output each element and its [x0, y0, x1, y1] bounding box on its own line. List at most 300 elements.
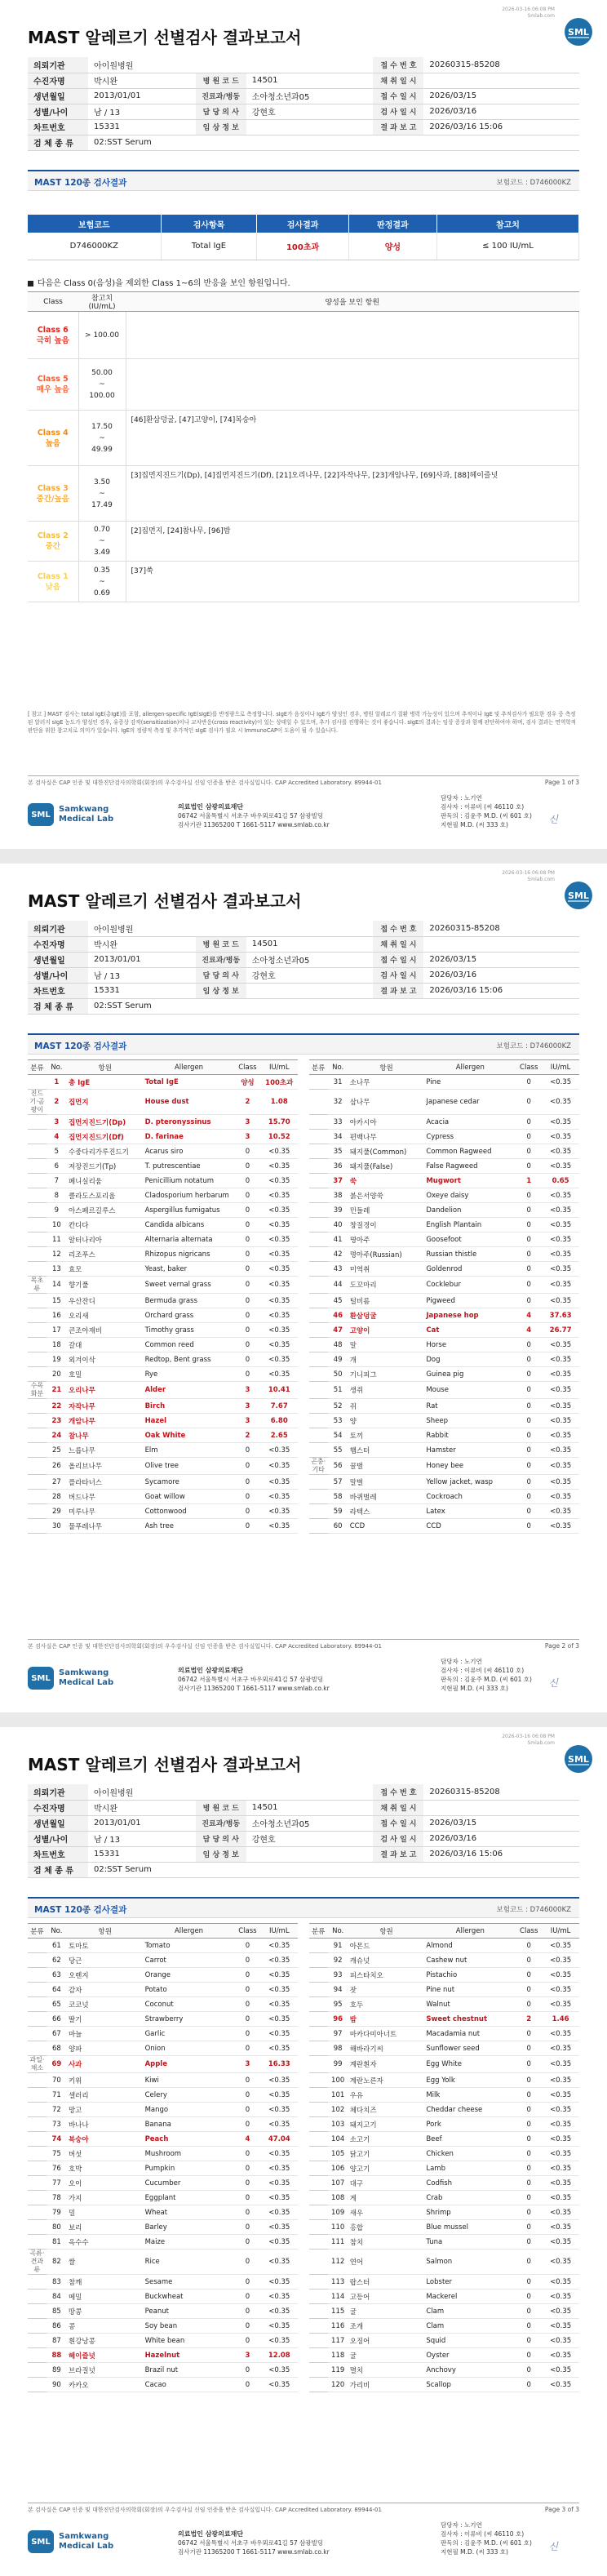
allergen-cls: 0: [234, 1188, 260, 1203]
allergen-cls: 0: [516, 1075, 542, 1090]
allergen-ko: 미역취: [348, 1262, 425, 1277]
allergen-cls: 0: [516, 1953, 542, 1968]
allergen-header: IU/mL: [542, 1924, 579, 1939]
allergen-no: 5: [47, 1144, 67, 1159]
allergen-cls: 4: [516, 1308, 542, 1323]
allergen-cls: 0: [234, 2161, 260, 2176]
patient-label: 진료과/병동: [196, 88, 246, 104]
class-label: Class 4 높음: [28, 411, 78, 466]
allergen-no: 96: [328, 2012, 348, 2027]
allergen-cls: 0: [516, 2348, 542, 2363]
allergen-iu: <0.35: [542, 2191, 579, 2205]
allergen-en: Almond: [424, 1939, 516, 1953]
allergen-header: 분류: [309, 1924, 328, 1939]
table-row: [28, 1443, 579, 1458]
patient-label: 결 과 보 고: [373, 119, 423, 135]
allergen-cls: 0: [516, 1352, 542, 1367]
allergen-iu: <0.35: [260, 2334, 298, 2348]
allergen-ko: 피스타치오: [348, 1968, 425, 1983]
table-row: [28, 2132, 579, 2147]
allergen-no: 120: [328, 2378, 348, 2392]
allergen-cls: 0: [234, 2176, 260, 2191]
allergen-ko: 잣: [348, 1983, 425, 1997]
allergen-en: Birch: [144, 1399, 235, 1414]
patient-chart: 15331: [88, 119, 196, 135]
allergen-ko: 쥐: [348, 1399, 425, 1414]
allergen-cls: 0: [234, 2275, 260, 2290]
allergen-no: 38: [328, 1188, 348, 1203]
allergen-no: 55: [328, 1443, 348, 1458]
patient-info-table: [28, 1784, 579, 1878]
allergen-iu: <0.35: [260, 1188, 298, 1203]
allergen-ko: 개암나무: [67, 1414, 144, 1428]
allergen-ko: 조개: [348, 2319, 425, 2334]
allergen-en: Alternaria alternata: [144, 1232, 235, 1247]
allergen-cls: 0: [516, 1997, 542, 2012]
summary-test-item: Total IgE: [161, 233, 257, 260]
allergen-en: Pine nut: [424, 1983, 516, 1997]
allergen-ko: 연어: [348, 2250, 425, 2275]
allergen-no: 52: [328, 1399, 348, 1414]
allergen-iu: <0.35: [260, 1308, 298, 1323]
allergen-ko: 칸디다: [67, 1218, 144, 1232]
class-range: 0.70 ~ 3.49: [78, 522, 126, 562]
allergen-ko: 돼지풀(False): [348, 1159, 425, 1174]
allergen-cat: [309, 1939, 328, 1953]
allergen-iu: <0.35: [260, 1968, 298, 1983]
allergen-cat: [309, 2334, 328, 2348]
allergen-no: 106: [328, 2161, 348, 2176]
class-label: Class 5 매우 높음: [28, 359, 78, 411]
allergen-en: Eggplant: [144, 2191, 235, 2205]
allergen-en: D. farinae: [144, 1130, 235, 1144]
allergen-iu: <0.35: [542, 2088, 579, 2103]
allergen-ko: 참깨: [67, 2275, 144, 2290]
allergen-iu: <0.35: [260, 1232, 298, 1247]
allergen-ko: 호두: [348, 1997, 425, 2012]
allergen-header: IU/mL: [260, 1060, 298, 1075]
allergen-no: 50: [328, 1367, 348, 1382]
allergen-ko: 카카오: [67, 2378, 144, 2392]
allergen-en: Mushroom: [144, 2147, 235, 2161]
allergen-cat: [28, 1159, 47, 1174]
allergen-no: 42: [328, 1247, 348, 1262]
allergen-iu: <0.35: [542, 2235, 579, 2250]
allergen-no: 32: [328, 1090, 348, 1115]
allergen-ko: 아카시아: [348, 1115, 425, 1130]
class-allergens: [126, 312, 579, 359]
patient-dob: 2013/01/01: [88, 952, 196, 967]
allergen-cat: [28, 1367, 47, 1382]
allergen-iu: <0.35: [260, 2191, 298, 2205]
allergen-no: 23: [47, 1414, 67, 1428]
allergen-en: Sunflower seed: [424, 2041, 516, 2056]
allergen-cls: 0: [516, 1262, 542, 1277]
allergen-iu: 15.70: [260, 1115, 298, 1130]
allergen-no: 89: [47, 2363, 67, 2378]
allergen-en: Wheat: [144, 2205, 235, 2220]
allergen-cls: 0: [234, 2027, 260, 2041]
allergen-header: IU/mL: [260, 1924, 298, 1939]
sml-logo: SML: [565, 882, 592, 909]
allergen-no: 72: [47, 2103, 67, 2117]
signature-stamp: 신: [548, 2541, 558, 2552]
allergen-en: Dog: [424, 1352, 516, 1367]
allergen-cat: [309, 2378, 328, 2392]
allergen-cls: 4: [516, 1323, 542, 1338]
allergen-ko: 플라타너스: [67, 1475, 144, 1490]
table-row: [28, 2012, 579, 2027]
allergen-cat: 목초류: [28, 1277, 47, 1294]
allergen-cat: [309, 2191, 328, 2205]
disclaimer: [ 참고 ] MAST 검사는 total IgE(총IgE)를 포함, allergen-specific IgE(sIgE)를 반정량으로 측정합니다. sIgE가 음성이나 IgE가 양성인 경우, 병원 알레르기 질환 병력 가능성이 있으며 추적이나 IgE 및 추적검사가 필요한 경우 중 측정된 알러지 sIgE 농도가 양성인 경우, 유증상 감작(sensitization)이나 교차반응(cross reactivity)이 있는 상태일 수 있으며, 추가 검사를 진행하는 것이 좋습니다. sIgE의 결과는 임상 증상과 함께 판단하여야 하며, 검사 결과는 면역학적 판단을 위한 참고치로 의미가 있습니다. IgE의 정량적 측정 및 추가적인 sIgE 검사가 필요 시 ImmunoCAP이 도움이 될 수 있습니다.: [28, 711, 577, 734]
table-row: [28, 1075, 579, 1090]
allergen-cls: 0: [234, 2220, 260, 2235]
patient-label: 결 과 보 고: [373, 983, 423, 998]
class-range: 50.00 ~ 100.00: [78, 359, 126, 411]
allergen-no: 68: [47, 2041, 67, 2056]
allergen-en: Rice: [144, 2250, 235, 2275]
allergen-en: Carrot: [144, 1953, 235, 1968]
allergen-header: [298, 1924, 309, 1939]
table-row: [28, 1428, 579, 1443]
allergen-no: 114: [328, 2290, 348, 2304]
patient-sexage: 남 / 13: [88, 967, 196, 983]
allergen-cls: 0: [516, 1159, 542, 1174]
allergen-no: 113: [328, 2275, 348, 2290]
allergen-cls: 0: [234, 2250, 260, 2275]
allergen-ko: 랍스터: [348, 2275, 425, 2290]
allergen-table: [28, 1923, 579, 2392]
allergen-iu: <0.35: [542, 2290, 579, 2304]
allergen-en: Mugwort: [424, 1174, 516, 1188]
table-row: [28, 1090, 579, 1115]
allergen-iu: <0.35: [542, 1159, 579, 1174]
patient-label: 차트번호: [28, 983, 88, 998]
allergen-no: 91: [328, 1939, 348, 1953]
allergen-no: 70: [47, 2073, 67, 2088]
allergen-no: 27: [47, 1475, 67, 1490]
allergen-ko: 총 IgE: [67, 1075, 144, 1090]
allergen-iu: <0.35: [260, 2235, 298, 2250]
allergen-cls: 0: [516, 1519, 542, 1534]
page-number: Page 1 of 3: [544, 779, 579, 786]
allergen-en: Clam: [424, 2319, 516, 2334]
allergen-cat: [28, 1130, 47, 1144]
allergen-en: Soy bean: [144, 2319, 235, 2334]
allergen-en: Sesame: [144, 2275, 235, 2290]
allergen-iu: <0.35: [542, 2132, 579, 2147]
allergen-en: Elm: [144, 1443, 235, 1458]
allergen-cls: 0: [234, 1519, 260, 1534]
allergen-en: Goosefoot: [424, 1232, 516, 1247]
allergen-no: 29: [47, 1504, 67, 1519]
allergen-ko: 도꼬마리: [348, 1277, 425, 1294]
allergen-cat: [28, 2334, 47, 2348]
table-row: [28, 2073, 579, 2088]
allergen-iu: <0.35: [542, 2348, 579, 2363]
allergen-no: 39: [328, 1203, 348, 1218]
bullet-square-icon: [28, 281, 33, 286]
allergen-en: Orange: [144, 1968, 235, 1983]
allergen-en: Beef: [424, 2132, 516, 2147]
patient-receipt: 20260315-85208: [423, 1784, 579, 1800]
allergen-iu: <0.35: [260, 1983, 298, 1997]
allergen-cls: 0: [234, 2147, 260, 2161]
lab-info: 의료법인 삼광의료재단 06742 서울특별시 서초구 바우뫼로41길 57 삼광빌딩 검사기관 11365200 T 1661-5117 www.smlab.co.kr: [178, 1667, 330, 1692]
patient-specimen: 02:SST Serum: [88, 1862, 579, 1877]
allergen-cls: 0: [234, 2363, 260, 2378]
allergen-no: 84: [47, 2290, 67, 2304]
allergen-no: 53: [328, 1414, 348, 1428]
allergen-cls: 0: [516, 2290, 542, 2304]
allergen-iu: <0.35: [260, 2012, 298, 2027]
allergen-cat: [309, 2132, 328, 2147]
allergen-no: 107: [328, 2176, 348, 2191]
table-row: [28, 1144, 579, 1159]
allergen-cls: 0: [234, 1997, 260, 2012]
table-row: [28, 1203, 579, 1218]
allergen-no: 64: [47, 1983, 67, 1997]
allergen-no: 77: [47, 2176, 67, 2191]
allergen-iu: <0.35: [542, 2117, 579, 2132]
allergen-cat: [28, 1262, 47, 1277]
allergen-no: 119: [328, 2363, 348, 2378]
allergen-no: 31: [328, 1075, 348, 1090]
allergen-en: Total IgE: [144, 1075, 235, 1090]
allergen-cat: [28, 2304, 47, 2319]
allergen-iu: <0.35: [542, 1262, 579, 1277]
allergen-cls: 0: [234, 1203, 260, 1218]
allergen-cls: 0: [234, 1232, 260, 1247]
patient-label: 접 수 번 호: [373, 57, 423, 73]
allergen-ko: 우산잔디: [67, 1294, 144, 1308]
allergen-cat: [28, 1075, 47, 1090]
allergen-ko: 키위: [67, 2073, 144, 2088]
allergen-cls: 0: [234, 1352, 260, 1367]
allergen-en: Maize: [144, 2235, 235, 2250]
allergen-iu: <0.35: [260, 1218, 298, 1232]
allergen-no: 21: [47, 1382, 67, 1399]
allergen-cls: 0: [234, 1367, 260, 1382]
brand-logo: SML Samkwang Medical Lab: [28, 2530, 113, 2553]
allergen-en: Apple: [144, 2056, 235, 2073]
allergen-no: 110: [328, 2220, 348, 2235]
allergen-cls: 0: [234, 1218, 260, 1232]
allergen-iu: <0.35: [542, 1130, 579, 1144]
allergen-cls: 0: [516, 2027, 542, 2041]
allergen-cat: [28, 1232, 47, 1247]
allergen-no: 17: [47, 1323, 67, 1338]
allergen-cat: [309, 1308, 328, 1323]
allergen-no: 24: [47, 1428, 67, 1443]
allergen-no: 69: [47, 2056, 67, 2073]
allergen-iu: 16.33: [260, 2056, 298, 2073]
allergen-ko: 붉은서양쑥: [348, 1188, 425, 1203]
allergen-ko: 돼지풀(Common): [348, 1144, 425, 1159]
patient-label: 임 상 정 보: [196, 119, 246, 135]
allergen-iu: <0.35: [260, 1294, 298, 1308]
table-row: [28, 2220, 579, 2235]
allergen-en: Kiwi: [144, 2073, 235, 2088]
allergen-ko: CCD: [348, 1519, 425, 1534]
allergen-cls: 0: [234, 1294, 260, 1308]
allergen-cls: 0: [234, 1174, 260, 1188]
allergen-en: Cocklebur: [424, 1277, 516, 1294]
allergen-en: Pumpkin: [144, 2161, 235, 2176]
patient-dob: 2013/01/01: [88, 1815, 196, 1831]
allergen-cls: 0: [516, 2319, 542, 2334]
allergen-en: Milk: [424, 2088, 516, 2103]
allergen-en: Redtop, Bent grass: [144, 1352, 235, 1367]
allergen-cls: 0: [516, 2275, 542, 2290]
allergen-cat: [28, 1997, 47, 2012]
allergen-en: Rat: [424, 1399, 516, 1414]
footer-accreditation: 본 검사실은 CAP 인증 및 대한진단검사의학회(회장)의 우수검사실 신임 인증을 받은 검사실입니다. CAP Accredited Laboratory. 89944-01 Page 1 of 3: [28, 775, 579, 787]
patient-label: 수진자명: [28, 73, 88, 88]
allergen-no: 94: [328, 1983, 348, 1997]
allergen-no: 3: [47, 1115, 67, 1130]
allergen-no: 65: [47, 1997, 67, 2012]
allergen-iu: <0.35: [542, 2220, 579, 2235]
allergen-header: No.: [328, 1924, 348, 1939]
allergen-cls: 0: [234, 1504, 260, 1519]
patient-doctor: 강현호: [246, 1831, 374, 1846]
patient-test-dt: 2026/03/16: [423, 104, 579, 119]
allergen-iu: <0.35: [542, 1443, 579, 1458]
allergen-ko: 참나무: [67, 1428, 144, 1443]
allergen-cat: [309, 1968, 328, 1983]
allergen-cat: [28, 2012, 47, 2027]
table-row: [28, 1382, 579, 1399]
patient-label: 수진자명: [28, 1800, 88, 1815]
patient-label: 생년월일: [28, 88, 88, 104]
allergen-ko: 사과: [67, 2056, 144, 2073]
allergen-en: Guinea pig: [424, 1367, 516, 1382]
allergen-en: Onion: [144, 2041, 235, 2056]
allergen-cat: [309, 1203, 328, 1218]
report-title: MAST 알레르기 선별검사 결과보고서: [28, 28, 302, 47]
allergen-en: Pine: [424, 1075, 516, 1090]
allergen-cat: [309, 1519, 328, 1534]
allergen-cls: 0: [234, 2103, 260, 2117]
table-row: [28, 1323, 579, 1338]
allergen-cat: [28, 2378, 47, 2392]
allergen-header: Class: [234, 1060, 260, 1075]
allergen-en: Sweet vernal grass: [144, 1277, 235, 1294]
allergen-cls: 0: [234, 1458, 260, 1475]
allergen-cls: 2: [234, 1090, 260, 1115]
allergen-cls: 0: [516, 2235, 542, 2250]
allergen-cls: 0: [516, 1130, 542, 1144]
allergen-cat: [309, 2363, 328, 2378]
patient-label: 검 체 종 류: [28, 135, 88, 150]
summary-table: [28, 215, 579, 260]
allergen-cls: 0: [234, 2319, 260, 2334]
allergen-ko: 메밀: [67, 2290, 144, 2304]
patient-label: 접 수 번 호: [373, 1784, 423, 1800]
allergen-iu: <0.35: [542, 1504, 579, 1519]
allergen-cat: [28, 1399, 47, 1414]
allergen-iu: 26.77: [542, 1323, 579, 1338]
allergen-cls: 0: [234, 2117, 260, 2132]
allergen-iu: <0.35: [260, 1367, 298, 1382]
patient-label: 성별/나이: [28, 104, 88, 119]
table-row: [28, 1997, 579, 2012]
patient-collect-dt: [423, 936, 579, 952]
page-number: Page 2 of 3: [544, 1642, 579, 1650]
allergen-ko: 땅콩: [67, 2304, 144, 2319]
allergen-en: Rabbit: [424, 1428, 516, 1443]
table-row: [28, 1159, 579, 1174]
table-row: [28, 1968, 579, 1983]
allergen-iu: <0.35: [542, 2176, 579, 2191]
table-row: [28, 1504, 579, 1519]
table-row: [28, 1294, 579, 1308]
allergen-no: 100: [328, 2073, 348, 2088]
section-header: [28, 1035, 579, 1055]
allergen-iu: 100초과: [260, 1075, 298, 1090]
table-row: [28, 1519, 579, 1534]
allergen-iu: 10.52: [260, 1130, 298, 1144]
allergen-cls: 0: [516, 1218, 542, 1232]
insurance-code: 보험코드 : D746000KZ: [496, 1042, 571, 1050]
allergen-no: 71: [47, 2088, 67, 2103]
allergen-cls: 4: [234, 2132, 260, 2147]
allergen-cat: [309, 2176, 328, 2191]
patient-receive-dt: 2026/03/15: [423, 952, 579, 967]
allergen-cls: 3: [234, 1399, 260, 1414]
allergen-cat: [28, 2220, 47, 2235]
allergen-ko: 민들레: [348, 1203, 425, 1218]
allergen-en: Horse: [424, 1338, 516, 1352]
report-page-2: [0, 864, 607, 1712]
allergen-no: 14: [47, 1277, 67, 1294]
allergen-ko: 고양이: [348, 1323, 425, 1338]
allergen-iu: <0.35: [542, 2334, 579, 2348]
allergen-header: Class: [234, 1924, 260, 1939]
allergen-en: Mango: [144, 2103, 235, 2117]
allergen-no: 11: [47, 1232, 67, 1247]
allergen-cat: [309, 1490, 328, 1504]
patient-doctor: 강현호: [246, 967, 374, 983]
allergen-cat: [309, 1159, 328, 1174]
allergen-cat: [309, 2147, 328, 2161]
allergen-en: False Ragweed: [424, 1159, 516, 1174]
allergen-cat: [309, 1382, 328, 1399]
allergen-cat: [28, 2348, 47, 2363]
allergen-no: 57: [328, 1475, 348, 1490]
allergen-ko: 집먼지진드기(Df): [67, 1130, 144, 1144]
table-row: [28, 2378, 579, 2392]
allergen-cat: [309, 2290, 328, 2304]
allergen-ko: 오이: [67, 2176, 144, 2191]
insurance-code: 보험코드 : D746000KZ: [496, 179, 571, 187]
allergen-iu: <0.35: [542, 1090, 579, 1115]
allergen-cls: 0: [516, 2191, 542, 2205]
table-row: [28, 2348, 579, 2363]
allergen-iu: <0.35: [542, 2378, 579, 2392]
table-row: [28, 1262, 579, 1277]
patient-institution: 아이원병원: [88, 57, 373, 73]
allergen-cls: 0: [234, 1490, 260, 1504]
allergen-en: Russian thistle: [424, 1247, 516, 1262]
allergen-cat: [309, 1115, 328, 1130]
allergen-cat: [28, 1203, 47, 1218]
allergen-en: CCD: [424, 1519, 516, 1534]
allergen-cat: [309, 1174, 328, 1188]
allergen-ko: 오렌지: [67, 1968, 144, 1983]
